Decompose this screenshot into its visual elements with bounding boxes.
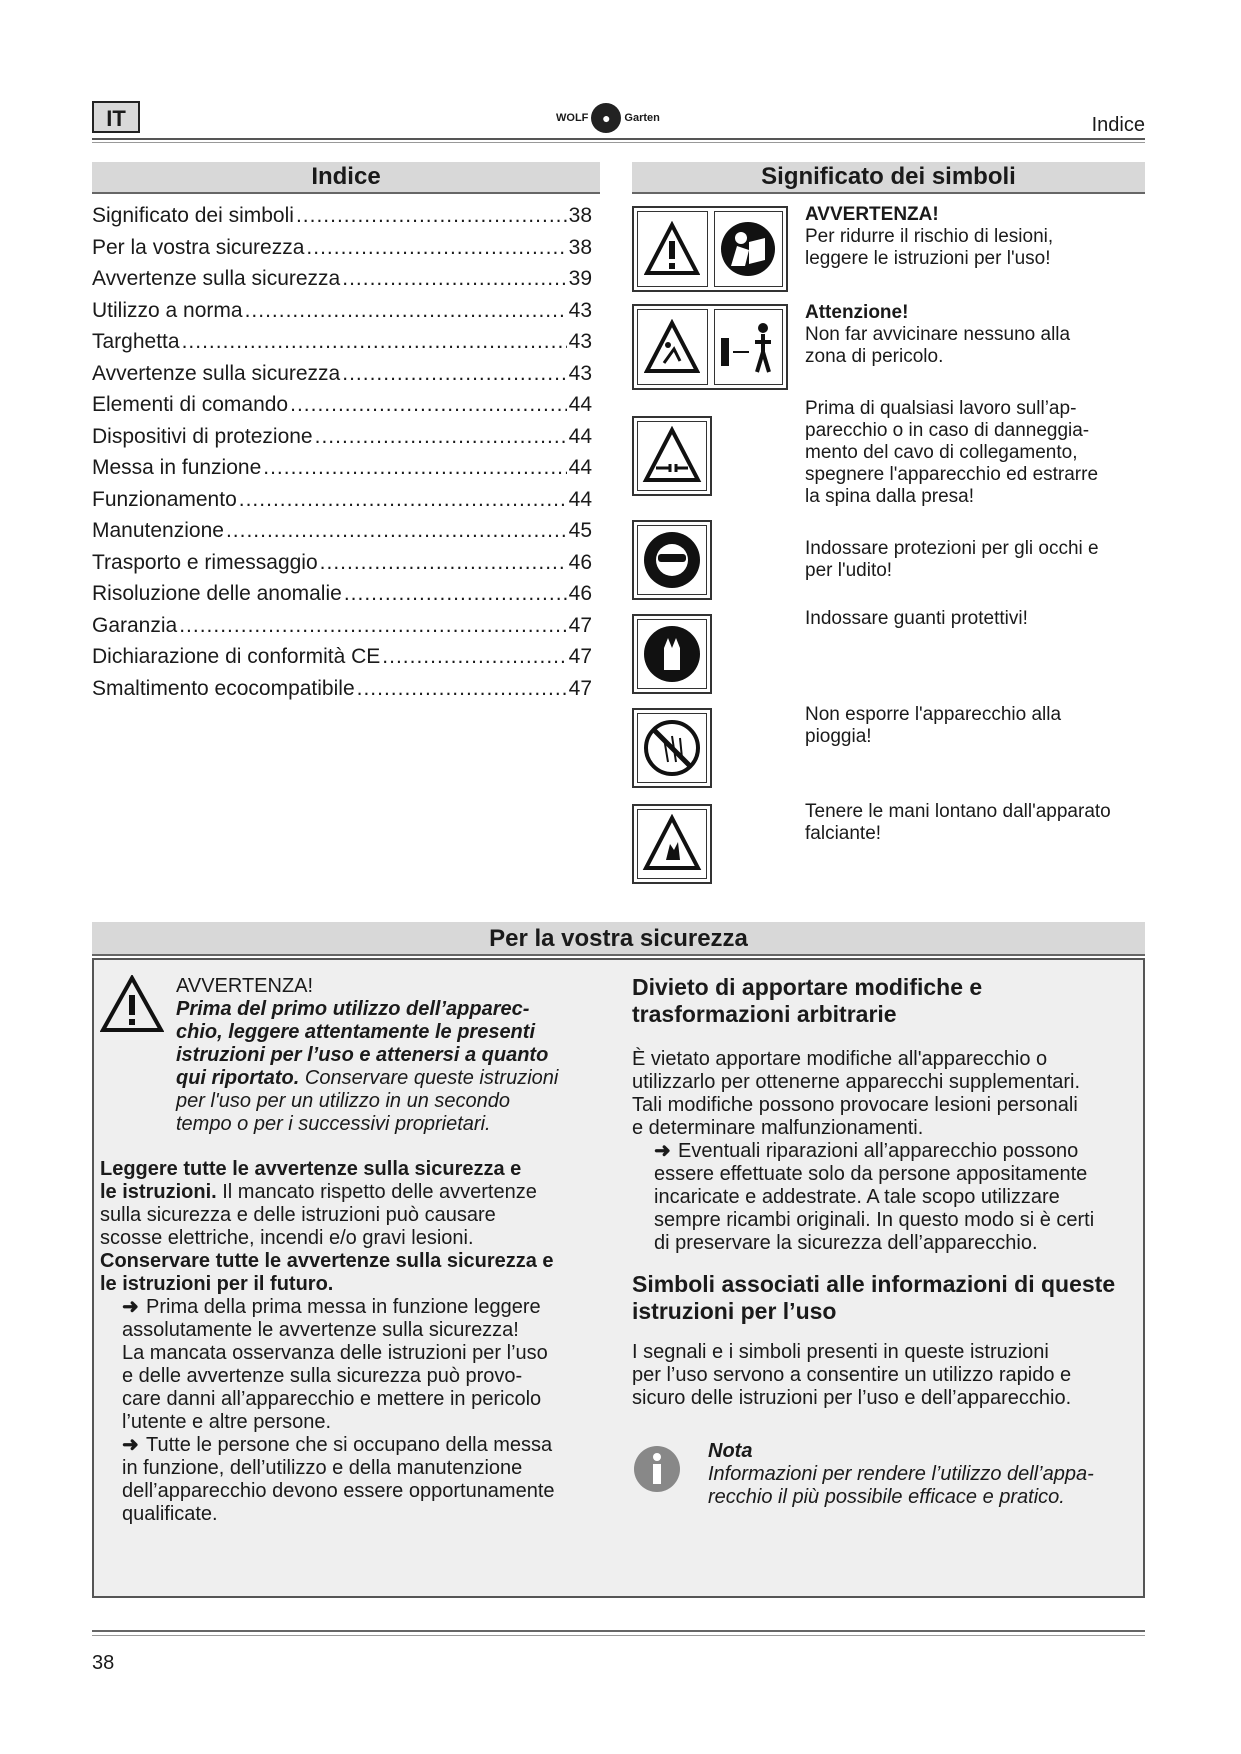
body-line: È vietato apportare modifiche all'apparecchio o: [632, 1048, 1048, 1070]
symbol-3-line: parecchio o in caso di danneggia-: [805, 420, 1090, 441]
bullet-block-repairs: [632, 1140, 1137, 1255]
symbol-6-text: [805, 704, 1145, 748]
warning-italic-line: Conservare queste istruzioni: [299, 1067, 559, 1089]
heading-line: istruzioni per l’uso: [632, 1298, 837, 1324]
warning-bold-line: chio, leggere attentamente le presenti: [176, 1021, 535, 1043]
warning-triangle-icon: [100, 975, 164, 1038]
toc-entry: [92, 645, 592, 677]
symbol-3-line: spegnere l'apparecchio ed estrarre: [805, 464, 1099, 485]
toc-entry-page: 43: [568, 330, 592, 353]
toc-entry: [92, 456, 592, 488]
logo-text-garten: Garten: [624, 112, 660, 124]
arrow-right-icon: ➜: [654, 1140, 671, 1162]
body-bold-line: Leggere tutte le avvertenze sulla sicurezza e: [100, 1158, 522, 1180]
blade-hand-warning-icon: [637, 809, 707, 879]
toc-entry-label: Dichiarazione di conformità CE: [92, 645, 381, 668]
toc-entry-label: Garanzia: [92, 613, 178, 637]
toc-entry: [92, 204, 592, 236]
symbol-3-text: [805, 398, 1145, 508]
symbol-7-text: [805, 801, 1145, 845]
toc-entry-label: Per la vostra sicurezza: [92, 235, 305, 259]
table-of-contents: [92, 204, 592, 708]
symbol-2-line: zona di pericolo.: [805, 346, 944, 367]
bullet-line: dell’apparecchio devono essere opportunamente: [122, 1480, 555, 1502]
toc-entry-page: 39: [568, 267, 592, 290]
bullet-line: sempre ricambi originali. In questo modo si è certi: [654, 1209, 1095, 1231]
toc-leader-dots: [342, 267, 566, 291]
toc-entry-page: 46: [568, 550, 592, 574]
toc-entry-label: Elementi di comando: [92, 393, 289, 416]
toc-leader-dots: [344, 582, 567, 606]
toc-entry-label: Trasporto e rimessaggio: [92, 550, 318, 574]
toc-entry: [92, 267, 592, 299]
bullet-line: in funzione, dell’utilizzo e della manutenzione: [122, 1457, 523, 1479]
toc-leader-dots: [290, 393, 567, 417]
note-title: Nota: [708, 1440, 753, 1462]
symbol-2-text: [805, 302, 1145, 368]
toc-entry-page: 38: [568, 235, 592, 259]
toc-entry: [92, 393, 592, 425]
body-line: utilizzarlo per ottenerne apparecchi supplementari.: [632, 1071, 1081, 1093]
symbol-blade-hand: [632, 804, 712, 884]
toc-leader-dots: [182, 330, 567, 354]
heading-symbols-info: [632, 1271, 1137, 1325]
toc-entry: [92, 551, 592, 583]
warning-italic-line: per l'uso per un utilizzo in un secondo: [176, 1090, 511, 1112]
symbol-warning-read-manual: [632, 206, 788, 292]
toc-entry-page: 38: [568, 204, 592, 227]
note-line: Informazioni per rendere l’utilizzo dell’appa-: [708, 1463, 1094, 1485]
toc-entry-label: Avvertenze sulla sicurezza: [92, 361, 341, 385]
body-bold-line: Conservare tutte le avvertenze sulla sicurezza e: [100, 1250, 554, 1272]
toc-entry: [92, 614, 592, 646]
eye-ear-protection-icon: [637, 525, 707, 595]
symbol-7-line: falciante!: [805, 823, 882, 844]
toc-entry: [92, 519, 592, 551]
read-manual-icon: [714, 211, 783, 287]
toc-entry: [92, 425, 592, 457]
toc-leader-dots: [239, 488, 567, 512]
toc-entry: [92, 299, 592, 331]
toc-leader-dots: [315, 425, 567, 449]
toc-entry-page: 45: [568, 519, 592, 542]
toc-entry: [92, 677, 592, 709]
symbol-4-line: Indossare protezioni per gli occhi e: [805, 538, 1099, 559]
body-line: Tali modifiche possono provocare lesioni personali: [632, 1094, 1078, 1116]
symbol-5-line: Indossare guanti protettivi!: [805, 608, 1028, 629]
toc-entry: [92, 488, 592, 520]
bullet-line: l’utente e altre persone.: [122, 1411, 332, 1433]
symbol-2-title: Attenzione!: [805, 302, 909, 323]
toc-leader-dots: [320, 551, 567, 575]
toc-entry: [92, 362, 592, 394]
toc-entry-label: Risoluzione delle anomalie: [92, 582, 342, 605]
toc-entry-page: 44: [568, 393, 592, 416]
toc-leader-dots: [179, 614, 566, 638]
symbol-1-line: Per ridurre il rischio di lesioni,: [805, 226, 1054, 247]
bullet-line: di preservare la sicurezza dell’apparecchio.: [654, 1232, 1038, 1254]
bullet-line: Eventuali riparazioni all’apparecchio possono: [678, 1140, 1079, 1162]
bullet-line: qualificate.: [122, 1503, 218, 1525]
body-line: I segnali e i simboli presenti in queste istruzioni: [632, 1341, 1049, 1363]
body-line: e determinare malfunzionamenti.: [632, 1117, 924, 1139]
symbol-danger-zone: [632, 304, 788, 390]
language-badge: IT: [92, 101, 140, 133]
warning-title: AVVERTENZA!: [176, 975, 314, 997]
symbol-7-line: Tenere le mani lontano dall'apparato: [805, 801, 1111, 822]
toc-entry-page: 43: [568, 361, 592, 385]
warning-bold-line: istruzioni per l’uso e attenersi a quanto: [176, 1044, 549, 1066]
symbol-3-line: Prima di qualsiasi lavoro sull’ap-: [805, 398, 1077, 419]
symbol-4-line: per l'udito!: [805, 560, 893, 581]
toc-entry-label: Smaltimento ecocompatibile: [92, 676, 355, 700]
header-divider: [92, 138, 1145, 140]
heading-line: Divieto di apportare modifiche e: [632, 974, 983, 1000]
toc-entry: [92, 582, 592, 614]
toc-entry-page: 43: [568, 298, 592, 322]
heading-line: Simboli associati alle informazioni di queste: [632, 1271, 1116, 1297]
toc-entry-label: Funzionamento: [92, 487, 237, 511]
toc-title: Indice: [92, 162, 600, 194]
body-line: per l’uso servono a consentire un utilizzo rapido e: [632, 1364, 1072, 1386]
wolf-garten-logo: [556, 100, 660, 136]
footer-divider: [92, 1630, 1145, 1632]
symbol-1-title: AVVERTENZA!: [805, 204, 939, 225]
symbol-3-line: mento del cavo di collegamento,: [805, 442, 1078, 463]
unplug-warning-icon: [637, 421, 707, 491]
toc-entry: [92, 330, 592, 362]
toc-entry-page: 47: [568, 676, 592, 700]
toc-entry-page: 47: [568, 645, 592, 668]
toc-leader-dots: [296, 204, 567, 228]
symbol-6-line: pioggia!: [805, 726, 872, 747]
symbol-1-text: [805, 204, 1145, 270]
wolf-head-icon: ●: [591, 103, 621, 133]
toc-entry-page: 47: [568, 613, 592, 637]
body-bold-line: le istruzioni per il futuro.: [100, 1273, 334, 1295]
symbol-no-rain: [632, 708, 712, 788]
symbol-1-line: leggere le istruzioni per l'uso!: [805, 248, 1051, 269]
page-number: 38: [92, 1652, 115, 1674]
symbol-3-line: la spina dalla presa!: [805, 486, 974, 507]
toc-leader-dots: [245, 299, 567, 323]
warning-block: [176, 975, 616, 1136]
toc-entry-label: Dispositivi di protezione: [92, 424, 313, 448]
toc-leader-dots: [306, 236, 566, 260]
symbols-title: Significato dei simboli: [632, 162, 1145, 194]
bullet-line: essere effettuate solo da persone appositamente: [654, 1163, 1088, 1185]
symbol-eye-ear-protection: [632, 520, 712, 600]
symbol-4-text: [805, 538, 1145, 582]
bullet-line: e delle avvertenze sulla sicurezza può provo-: [122, 1365, 523, 1387]
footer-divider-thin: [92, 1635, 1145, 1636]
warning-bold-line: qui riportato.: [176, 1067, 300, 1089]
note-line: recchio il più possibile efficace e pratico.: [708, 1486, 1065, 1508]
symbol-unplug: [632, 416, 712, 496]
toc-entry-label: Utilizzo a norma: [92, 298, 243, 322]
symbol-5-text: [805, 608, 1145, 630]
toc-entry-label: Messa in funzione: [92, 456, 262, 479]
toc-leader-dots: [226, 519, 567, 543]
body-line: Il mancato rispetto delle avvertenze: [216, 1181, 537, 1203]
body-line: sulla sicurezza e delle istruzioni può causare: [100, 1204, 496, 1226]
heading-line: trasformazioni arbitrarie: [632, 1001, 897, 1027]
bullet-line: La mancata osservanza delle istruzioni per l’uso: [122, 1342, 548, 1364]
bullet-line: Prima della prima messa in funzione leggere: [146, 1296, 541, 1318]
symbol-gloves: [632, 614, 712, 694]
safety-left-body: [100, 1158, 610, 1526]
arrow-right-icon: ➜: [122, 1296, 139, 1318]
warning-triangle-icon: [637, 211, 708, 287]
toc-leader-dots: [357, 677, 567, 701]
body-line: sicuro delle istruzioni per l’uso e dell’apparecchio.: [632, 1387, 1072, 1409]
logo-text-wolf: WOLF: [556, 112, 589, 124]
toc-leader-dots: [342, 362, 566, 386]
arrow-right-icon: ➜: [122, 1434, 139, 1456]
symbol-2-line: Non far avvicinare nessuno alla: [805, 324, 1071, 345]
bullet-block-1: [100, 1296, 610, 1526]
toc-entry: [92, 236, 592, 268]
safety-right-body: [632, 974, 1137, 1410]
gloves-icon: [637, 619, 707, 689]
toc-entry-label: Targhetta: [92, 330, 180, 353]
toc-entry-page: 44: [568, 487, 592, 511]
bullet-line: incaricate e addestrate. A tale scopo utilizzare: [654, 1186, 1060, 1208]
thrown-objects-warning-icon: [637, 309, 708, 385]
bullet-line: care danni all’apparecchio e mettere in pericolo: [122, 1388, 542, 1410]
keep-distance-icon: [714, 309, 783, 385]
warning-bold-line: Prima del primo utilizzo dell’apparec-: [176, 998, 530, 1020]
body-line: scosse elettriche, incendi e/o gravi lesioni.: [100, 1227, 474, 1249]
toc-leader-dots: [263, 456, 566, 480]
safety-title: Per la vostra sicurezza: [92, 922, 1145, 956]
bullet-line: assolutamente le avvertenze sulla sicurezza!: [122, 1319, 519, 1341]
no-rain-icon: [637, 713, 707, 783]
toc-leader-dots: [382, 645, 566, 669]
header-divider-thin: [92, 142, 1145, 143]
symbol-6-line: Non esporre l'apparecchio alla: [805, 704, 1062, 725]
info-icon: [632, 1444, 682, 1499]
toc-entry-page: 46: [568, 582, 592, 605]
header-section-title: Indice: [1091, 114, 1145, 136]
toc-entry-page: 44: [568, 424, 592, 448]
toc-entry-label: Avvertenze sulla sicurezza: [92, 267, 341, 290]
heading-no-modifications: [632, 974, 1137, 1028]
toc-entry-page: 44: [568, 456, 592, 479]
toc-entry-label: Manutenzione: [92, 519, 224, 542]
bullet-line: Tutte le persone che si occupano della messa: [146, 1434, 553, 1456]
toc-entry-label: Significato dei simboli: [92, 204, 294, 227]
body-bold-line: le istruzioni.: [100, 1181, 217, 1203]
note-block: [708, 1440, 1138, 1509]
warning-italic-line: tempo o per i successivi proprietari.: [176, 1113, 491, 1135]
